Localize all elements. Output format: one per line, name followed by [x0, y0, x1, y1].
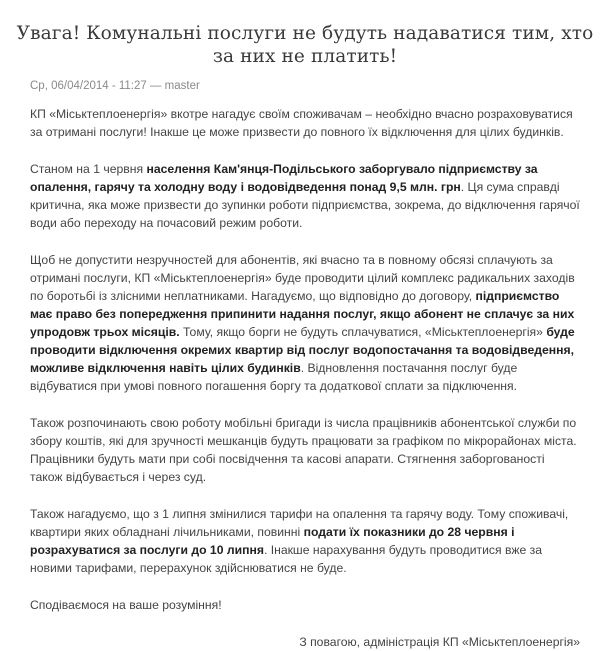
- paragraph-measures-bold-1: підприємство має право без попередження припинити надання послуг, якщо абонент не сплачує за них упродовж трьох місяців.: [30, 289, 575, 339]
- article-body: [30, 105, 580, 651]
- paragraph-measures-bold-2: буде проводити відключення окремих квартир від послуг водопостачання та водовідведення, можливе відключення навіть цілих будинків: [30, 325, 575, 375]
- paragraph-debt-text-1: Станом на 1 червня: [30, 162, 147, 176]
- paragraph-debt-bold: населення Кам'янця-Подільського заборгувало підприємству за опалення, гарячу та холодну воду і водовідведення понад 9,5 млн. грн: [30, 162, 538, 194]
- paragraph-closing: [30, 596, 580, 614]
- paragraph-measures-text-3: . Відновлення постачання послуг буде відбуватися при умові повного погашення боргу та додаткової сплати за підключення.: [30, 361, 518, 393]
- paragraph-tariffs-text-1: Також нагадуємо, що з 1 липня змінилися тарифи на опалення та гарячу воду. Тому споживачі, квартири яких обладнані лічильниками, повинні: [30, 507, 569, 539]
- paragraph-debt-text-2: . Ця сума справді критична, яка може призвести до зупинки роботи підприємства, зокрема, до відключення гарячої води або переходу на почасовий режим роботи.: [30, 180, 580, 230]
- article-meta: Ср, 06/04/2014 - 11:27 — master: [30, 80, 200, 92]
- paragraph-debt: [30, 160, 580, 232]
- paragraph-mobile-brigades: [30, 414, 580, 486]
- paragraph-measures-text-1: Щоб не допустити незручностей для абонентів, які вчасно та в повному обсязі сплачують за отримані послуги, КП «Міськтеплоенергія» буде проводити цілий комплекс радикальних заходів по боротьбі із злісними неплатниками. Нагадуємо, що відповідно до договору,: [30, 253, 575, 303]
- paragraph-tariffs-text-2: . Інакше нарахування будуть проводитися вже за новими тарифами, перерахунок здійснюватися не буде.: [30, 543, 543, 575]
- paragraph-tariffs-bold: подати їх показники до 28 червня і розрахуватися за послуги до 10 липня: [30, 525, 515, 557]
- paragraph-mobile-brigades-text: Також розпочинають свою роботу мобільні бригади із числа працівників абонентської служби по збору коштів, які для зручності мешканців будуть працювати за графіком по мікрорайонах міста. Працівники будуть мати при собі посвідчення та касові апарати. Стягнення заборгованості також відбувається і через суд.: [30, 416, 577, 484]
- signature: З повагою, адміністрація КП «Міськтеплоенергія»: [299, 635, 580, 649]
- paragraph-measures: [30, 251, 580, 395]
- paragraph-tariffs: [30, 505, 580, 577]
- article-title: Увага! Комунальні послуги не будуть надаватися тим, хто за них не платить!: [16, 23, 594, 67]
- paragraph-closing-text: Сподіваємося на ваше розуміння!: [30, 598, 222, 612]
- paragraph-measures-text-2: Тому, якщо борги не будуть сплачуватися, «Міськтеплоенергія»: [179, 325, 547, 339]
- paragraph-intro: [30, 105, 580, 141]
- paragraph-intro-text: КП «Міськтеплоенергія» вкотре нагадує своїм споживачам – необхідно вчасно розраховуватися за отримані послуги! Інакше це може призвести до повного їх відключення для цілих будинків.: [30, 107, 573, 139]
